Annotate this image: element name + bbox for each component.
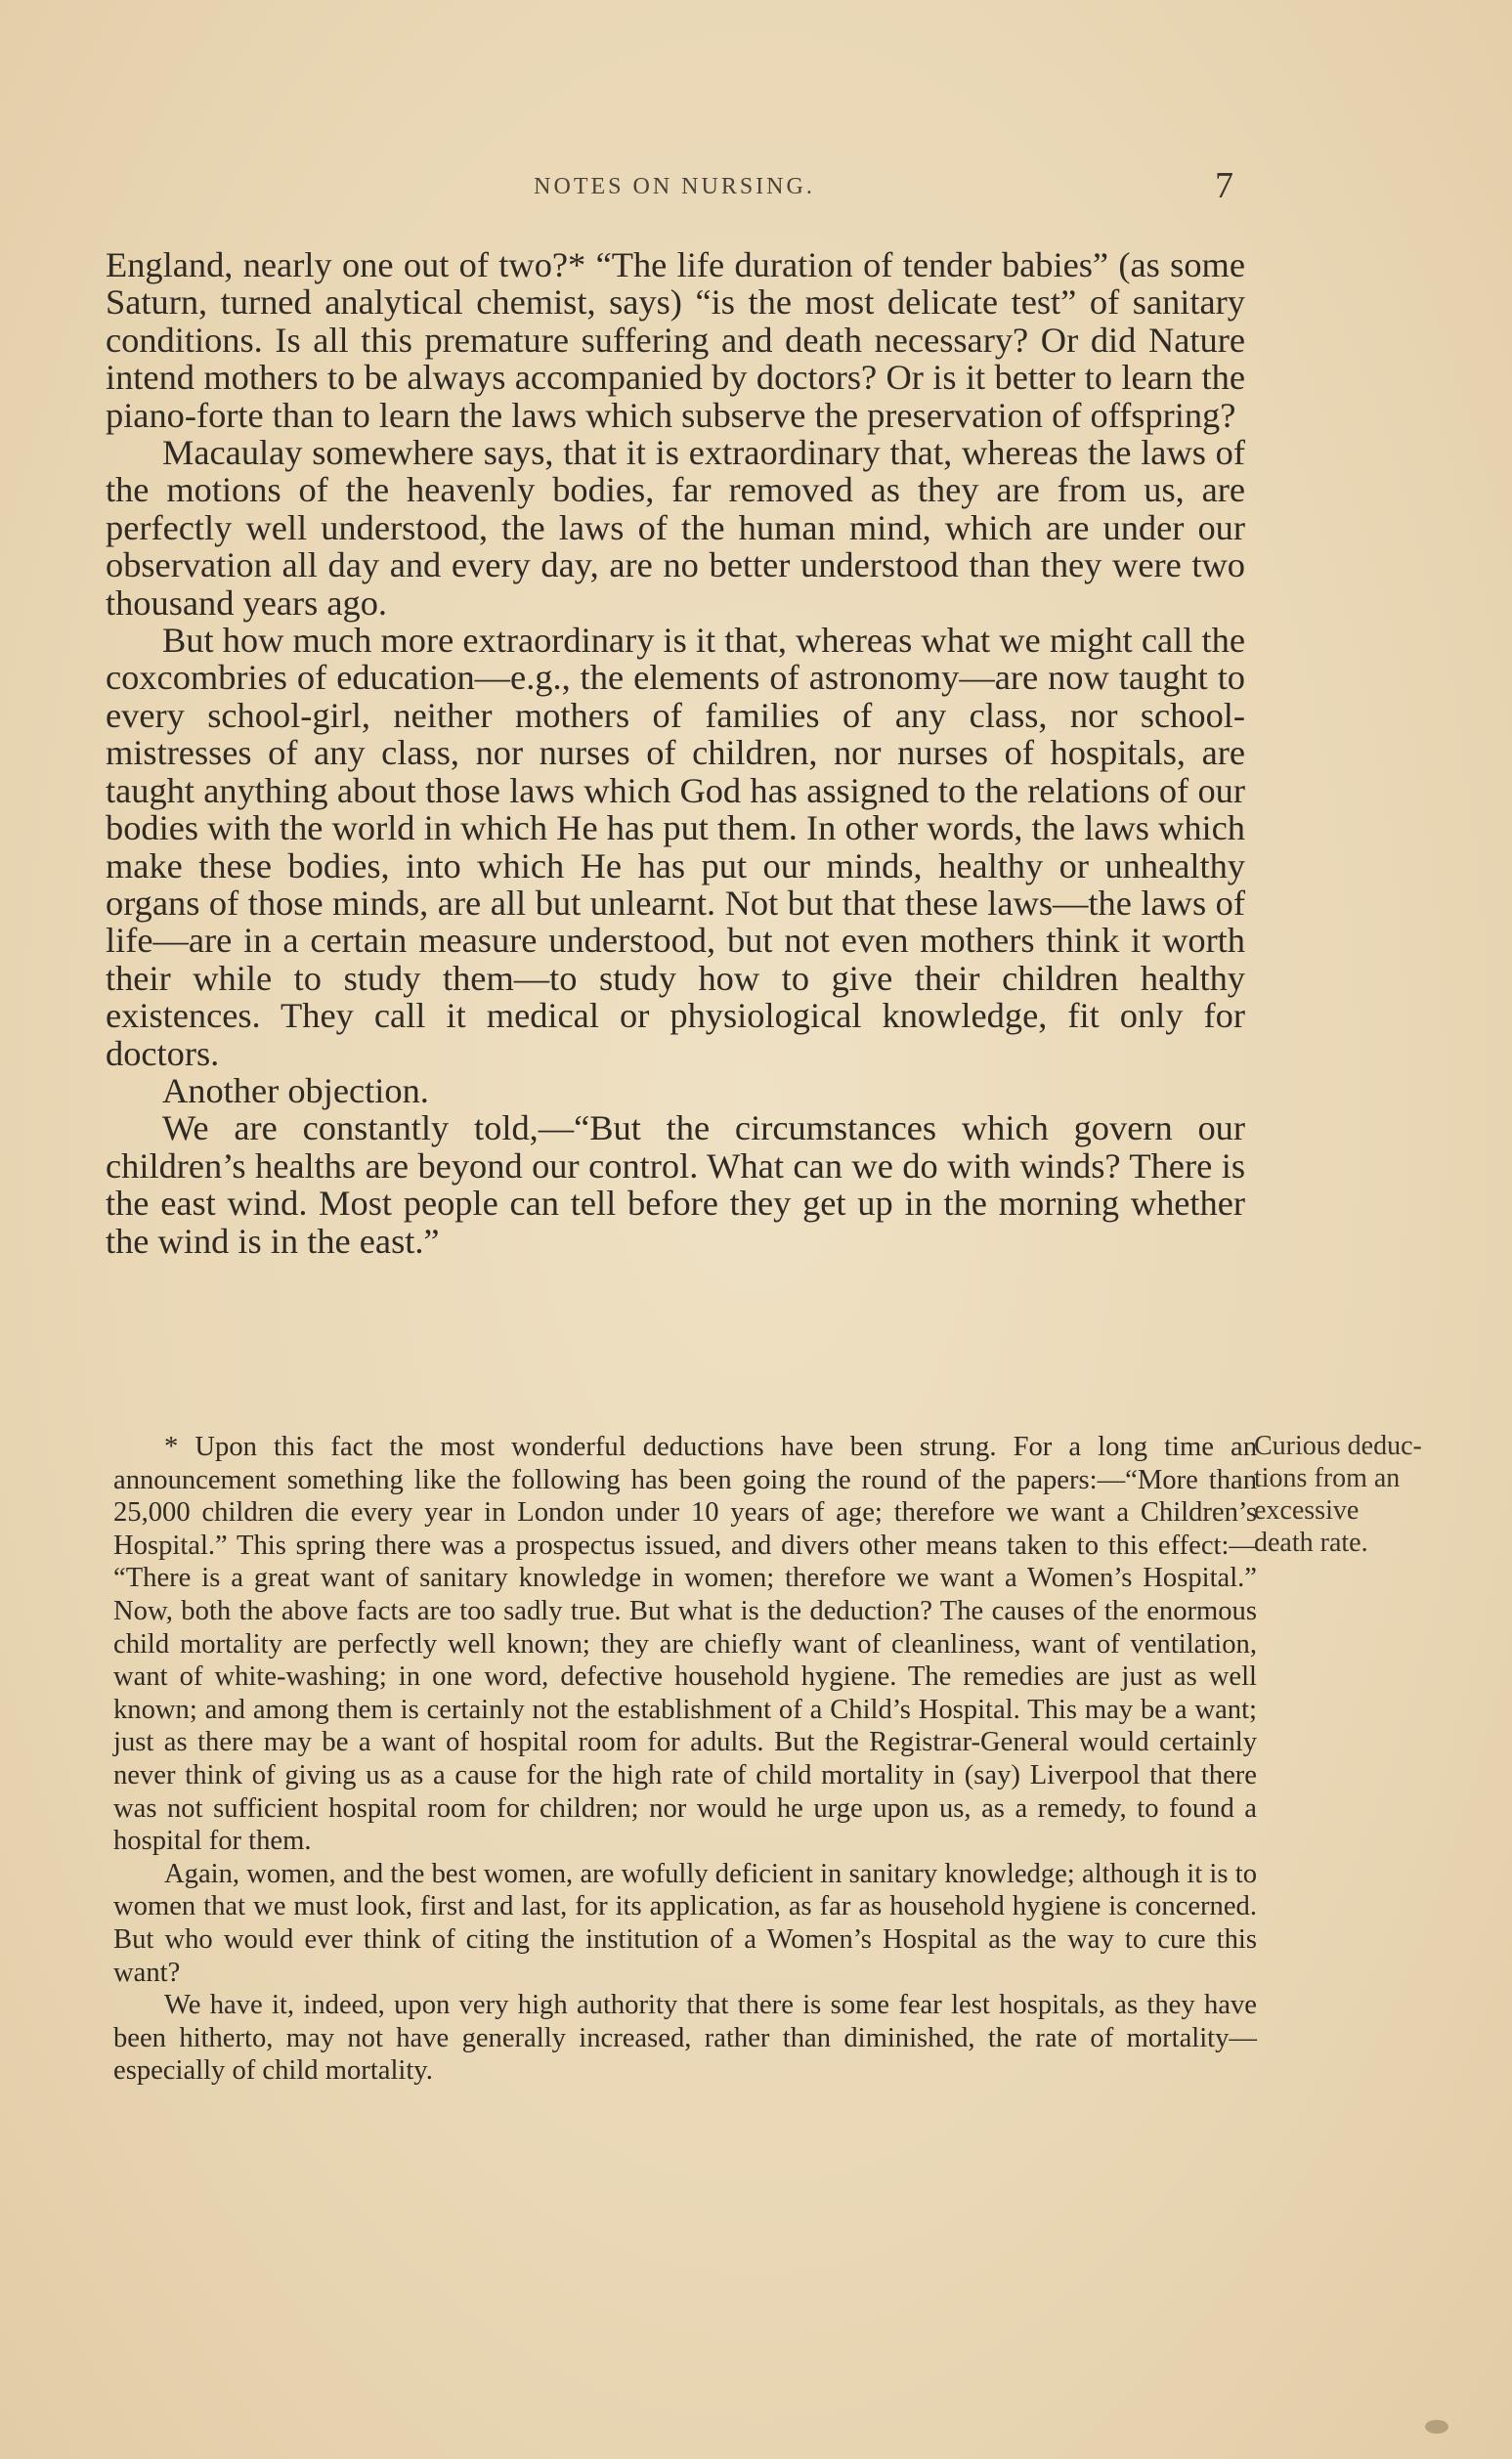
ink-stain bbox=[1425, 2420, 1448, 2434]
footnote bbox=[113, 1431, 1257, 2088]
running-head: NOTES ON NURSING. bbox=[534, 174, 815, 199]
footnote-paragraph: We have it, indeed, upon very high authority that there is some fear lest hospitals, as they have been hitherto, may not have generally increased, rather than diminished, the rate of mortality—especially of child mortality. bbox=[113, 1990, 1257, 2087]
paragraph: But how much more extraordinary is it that, whereas what we might call the coxcombries of education—e.g., the elements of astronomy—are now taught to every school-girl, neither mothers of families of any class, nor school-mistresses of any class, nor nurses of children, nor nurses of hospitals, are taught anything about those laws which God has assigned to the relations of our bodies with the world in which He has put them. In other words, the laws which make these bodies, into which He has put our minds, healthy or unhealthy organs of those minds, are all but unlearnt. Not but that these laws—the laws of life—are in a certain measure understood, but not even mothers think it worth their while to study them—to study how to give their children healthy existences. They call it medical or physiological knowledge, fit only for doctors. bbox=[106, 621, 1245, 1073]
paragraph: We are constantly told,—“But the circumstances which govern our children’s healths are beyond our control. What can we do with winds? There is the east wind. Most people can tell before they get up in the morning whether the wind is in the east.” bbox=[106, 1108, 1245, 1261]
footnote-paragraph: Again, women, and the best women, are wofully deficient in sanitary knowledge; although it is to women that we must look, first and last, for its application, as far as household hygiene is concerned. But who would ever think of citing the institution of a Women’s Hospital as the way to cure this want? bbox=[113, 1858, 1257, 1988]
margin-note-line: tions from an bbox=[1254, 1463, 1401, 1493]
paragraph: England, nearly one out of two?* “The life duration of tender babies” (as some Saturn, turned analytical chemist, says) “is the most delicate test” of sanitary conditions. Is all this premature suffering and death necessary? Or did Nature intend mothers to be always accompanied by doctors? Or is it better to learn the piano-forte than to learn the laws which subserve the preservation of offspring? bbox=[106, 245, 1245, 435]
margin-note bbox=[1254, 1430, 1459, 1559]
margin-note-line: death rate. bbox=[1254, 1528, 1368, 1558]
margin-note-line: excessive bbox=[1254, 1495, 1360, 1526]
paragraph: Another objection. bbox=[162, 1070, 429, 1110]
footnote-paragraph: * Upon this fact the most wonderful deductions have been strung. For a long time an announcement something like the following has been going the round of the papers:—“More than 25,000 children die every year in London under 10 years of age; therefore we want a Children’s Hospital.” This spring there was a prospectus issued, and divers other means taken to this effect:— “There is a great want of sanitary knowledge in women; therefore we want a Women’s Hospital.” Now, both the above facts are too sadly true. But what is the deduction? The causes of the enormous child mortality are perfectly well known; they are chiefly want of cleanliness, want of ventilation, want of white-washing; in one word, defective household hygiene. The remedies are just as well known; and among them is certainly not the establishment of a Child’s Hospital. This may be a want; just as there may be a want of hospital room for adults. But the Registrar-General would certainly never think of giving us as a cause for the high rate of child mortality in (say) Liverpool that there was not sufficient hospital room for children; nor would he urge upon us, as a remedy, to found a hospital for them. bbox=[113, 1432, 1257, 1857]
paragraph: Macaulay somewhere says, that it is extraordinary that, whereas the laws of the motions of the heavenly bodies, far removed as they are from us, are perfectly well understood, the laws of the human mind, which are under our observation all day and every day, are no better understood than they were two thousand years ago. bbox=[106, 433, 1245, 623]
margin-note-line: Curious deduc- bbox=[1254, 1431, 1422, 1461]
page-number: 7 bbox=[1215, 165, 1233, 206]
main-text bbox=[106, 246, 1245, 1260]
page-header bbox=[108, 174, 1241, 200]
